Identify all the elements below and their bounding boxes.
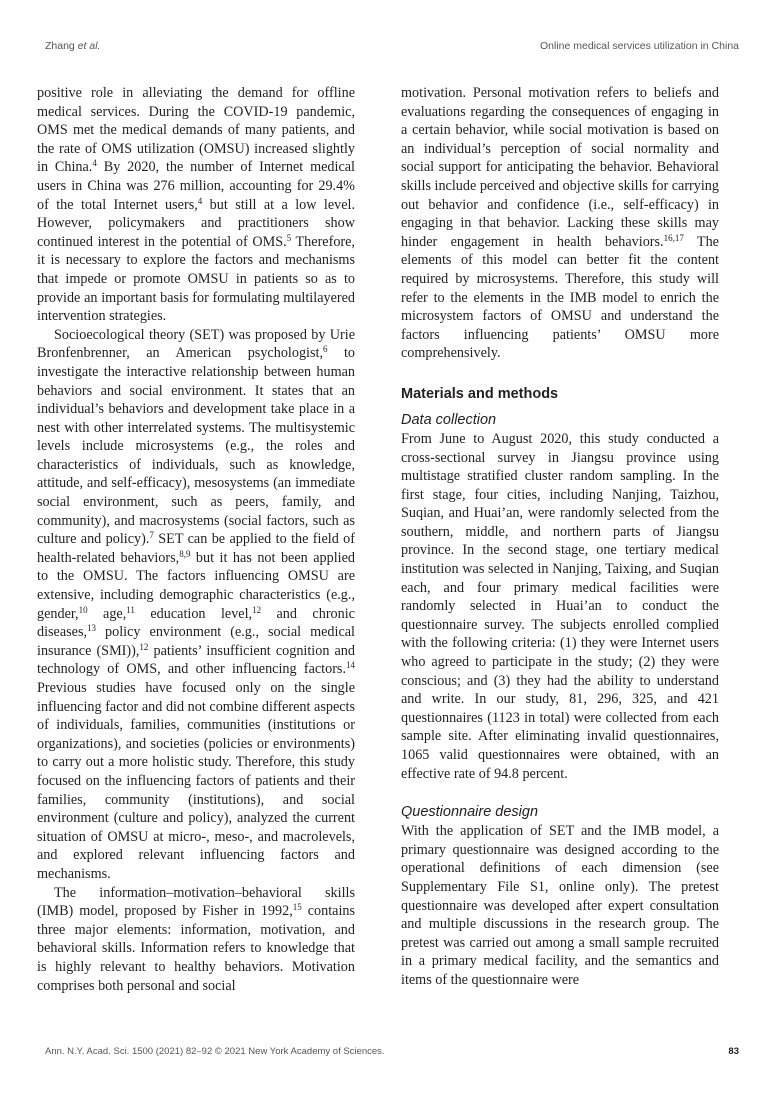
citation-ref[interactable]: 7 — [149, 530, 154, 541]
left-column — [37, 84, 355, 995]
citation-ref[interactable]: 14 — [346, 660, 355, 671]
subsection-heading: Questionnaire design — [401, 804, 539, 821]
citation-ref[interactable]: 8,9 — [179, 548, 191, 559]
running-head — [45, 40, 739, 56]
journal-citation: Ann. N.Y. Acad. Sci. 1500 (2021) 82–92 © 2021 New York Academy of Sciences. — [45, 1046, 385, 1057]
section-heading: Materials and methods — [401, 385, 559, 402]
subsection-heading: Data collection — [401, 411, 497, 428]
citation-ref[interactable]: 16,17 — [663, 232, 684, 243]
citation-ref[interactable]: 11 — [126, 604, 135, 615]
citation-ref[interactable]: 15 — [292, 902, 302, 913]
page-number: 83 — [728, 1046, 739, 1057]
citation-ref[interactable]: 6 — [323, 344, 328, 355]
citation-ref[interactable]: 4 — [92, 158, 97, 169]
citation-ref[interactable]: 12 — [252, 604, 262, 615]
citation-ref[interactable]: 12 — [139, 641, 149, 652]
paragraph: From June to August 2020, this study conducted a cross-sectional survey in Jiangsu province using multistage stratified cluster random sampling. In the first stage, four cities, including Nanjing, Taizhou, Suqian, and Huai’an, were randomly selected from the southern, middle, and northern parts of Jiangsu province. In the second stage, one tertiary medical institution was selected in Nanjing, Taixing, and Suqian each, and four primary medical facilities were randomly selected in Huai’an to conduct the questionnaire survey. The subjects enrolled complied with the following criteria: (1) they were Internet users who agreed to participate in the study; (2) they were conscious; and (3) they had the ability to understand and write. In our study, 81, 296, 325, and 421 questionnaires (1123 in total) were collected from each sample site. After eliminating invalid questionnaires, 1065 valid questionnaires were obtained, with an effective rate of 94.8 percent. — [401, 430, 719, 782]
citation-ref[interactable]: 5 — [286, 232, 292, 243]
running-head-title: Online medical services utilization in China — [539, 40, 739, 52]
paragraph: The information–motivation–behavioral skills (IMB) model, proposed by Fisher in 1992,15 contains three major elements: information, motivation, and behavioral skills. Information refers to knowledge that is highly relevant to healthy behaviors. Motivation comprises both personal and social — [37, 884, 356, 994]
paragraph: motivation. Personal motivation refers to beliefs and evaluations regarding the consequences of engaging in a certain behavior, while social motivation is based on an individual’s perception of social normality and social support for anticipating the behavior. Behavioral skills include perceived and objective skills for carrying out behavior and confidence (i.e., self-efficacy) in engaging in that behavior. Lacking these skills may hinder engagement in health behaviors.$^{16,17}$ The elements of this model can better fit the content required by microsystems. Therefore, this study will refer to the elements in the IMB model to enrich the microsystem factors of OMSU and understand the factors influencing patients’ OMSU more comprehensively. — [401, 85, 719, 362]
running-head-authors: Zhang et al. — [45, 40, 101, 52]
citation-ref[interactable]: 10 — [78, 604, 88, 615]
paragraph: Socioecological theory (SET) was proposed by Urie Bronfenbrenner, an American psychologist,$^6$ to investigate the interactive relationship between human behaviors and social environment. It states that an individual’s behaviors and development take place in a nest with other interrelated systems. The multisystemic levels include microsystems (e.g., the roles and characteristics of individuals, such as knowledge, attitude, and self-efficacy), mesosystems (an immediate social environment, such as peers, family, and community), and macrosystems (social factors, such as culture and policy).$^7$ SET can be applied to the field of health-related behaviors,$^{8,9}$ but it has not been applied to the OMSU. The factors influencing OMSU are extensive, including demographic characteristics (e.g., gender,$^{10}$ age,$^{11}$ education level,$^{12}$ and chronic diseases,$^{13}$ policy environment (e.g., social medical insurance (SMI)),$^{12}$ patients’ insufficient cognition and technology of OMS, and other influencing factors.$^{14}$ Previous studies have focused only on the single influencing factor and did not combine different aspects of individuals, families, communities (institutions or organizations), and societies (policies or environments) to carry out a more holistic study. Therefore, this study focused on the influencing factors of patients and their families, community (institutions), and social environment (culture and policy), analyzed the current situation of OMSU at micro-, meso-, and macrolevels, and explored relevant influencing factors and mechanisms. — [37, 326, 355, 882]
page-footer — [45, 1046, 739, 1060]
citation-ref[interactable]: 13 — [87, 623, 97, 634]
paragraph: positive role in alleviating the demand for offline medical services. During the COVID-19 pandemic, OMS met the medical demands of many patients, and the rate of OMS utilization (OMSU) increased slightly in China.$^4$ By 2020, the number of Internet medical users in China was 276 million, accounting for 29.4% of the total Internet users,$^4$ but still at a low level. However, policymakers and practitioners show continued interest in the potential of OMS.$^5$ Therefore, it is necessary to explore the factors and mechanisms that impede or promote OMSU in patients so as to provide an important basis for formulating multilayered intervention strategies. — [37, 85, 356, 325]
paragraph: With the application of SET and the IMB model, a primary questionnaire was designed according to the operational definitions of each dimension (see Supplementary File S1, online only). The pretest questionnaire was developed after expert consultation and multiple discussions in the research group. The pretest was carried out among a small sample recruited in a primary medical facility, and the semantics and items of the questionnaire were — [401, 823, 719, 988]
citation-ref[interactable]: 4 — [197, 195, 203, 206]
right-column — [401, 84, 719, 990]
